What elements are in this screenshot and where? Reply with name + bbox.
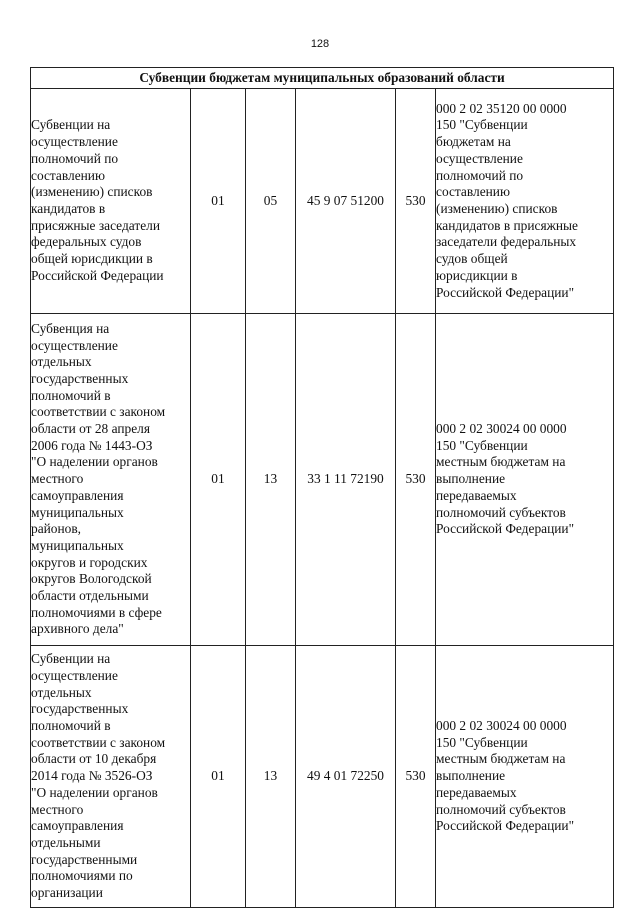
subsection-code: 13 — [246, 646, 296, 908]
revenue-code: 000 2 02 35120 00 0000 150 "Субвенции бюджетам на осуществление полномочий по составлению (изменению) списков кандидатов в присяжные заседатели федеральных судов общей юрисдикции в Российской Федерации" — [436, 100, 579, 300]
expense-type-code: 530 — [396, 314, 436, 646]
section-code: 01 — [191, 89, 246, 314]
subsection-code: 13 — [246, 314, 296, 646]
target-article-code: 33 1 11 72190 — [296, 314, 396, 646]
expense-name: Субвенции на осуществление полномочий по составлению (изменению) списков кандидатов в присяжные заседатели федеральных судов общей юрисдикции в Российской Федерации — [31, 117, 164, 283]
section-header-row — [31, 68, 614, 89]
revenue-code-cell — [436, 89, 614, 314]
expense-type-code: 530 — [396, 646, 436, 908]
revenue-code-cell — [436, 646, 614, 908]
table-row — [31, 646, 614, 908]
budget-table — [30, 67, 614, 908]
subsection-code: 05 — [246, 89, 296, 314]
name-cell — [31, 314, 191, 646]
name-cell — [31, 646, 191, 908]
expense-name: Субвенции на осуществление отдельных государственных полномочий в соответствии с законом области от 10 декабря 2014 года № 3526-ОЗ "О наделении органов местного самоуправления отдельными государственными полномочиями по организации — [31, 651, 166, 901]
target-article-code: 49 4 01 72250 — [296, 646, 396, 908]
page-number: 128 — [310, 38, 330, 50]
revenue-code: 000 2 02 30024 00 0000 150 "Субвенции местным бюджетам на выполнение передаваемых полномочий субъектов Российской Федерации" — [436, 421, 575, 537]
revenue-code-cell — [436, 314, 614, 646]
target-article-code: 45 9 07 51200 — [296, 89, 396, 314]
section-code: 01 — [191, 314, 246, 646]
table-row — [31, 314, 614, 646]
expense-name: Субвенция на осуществление отдельных государственных полномочий в соответствии с законом области от 28 апреля 2006 года № 1443-ОЗ "О наделении органов местного самоуправления муниципальных районов, муниципальных округов и городских округов Вологодской области отдельными полномочиями в сфере архивного дела" — [31, 320, 166, 637]
section-title: Субвенции бюджетам муниципальных образований области — [31, 68, 614, 89]
name-cell — [31, 89, 191, 314]
table-row — [31, 89, 614, 314]
revenue-code: 000 2 02 30024 00 0000 150 "Субвенции местным бюджетам на выполнение передаваемых полномочий субъектов Российской Федерации" — [436, 718, 575, 834]
section-code: 01 — [191, 646, 246, 908]
expense-type-code: 530 — [396, 89, 436, 314]
